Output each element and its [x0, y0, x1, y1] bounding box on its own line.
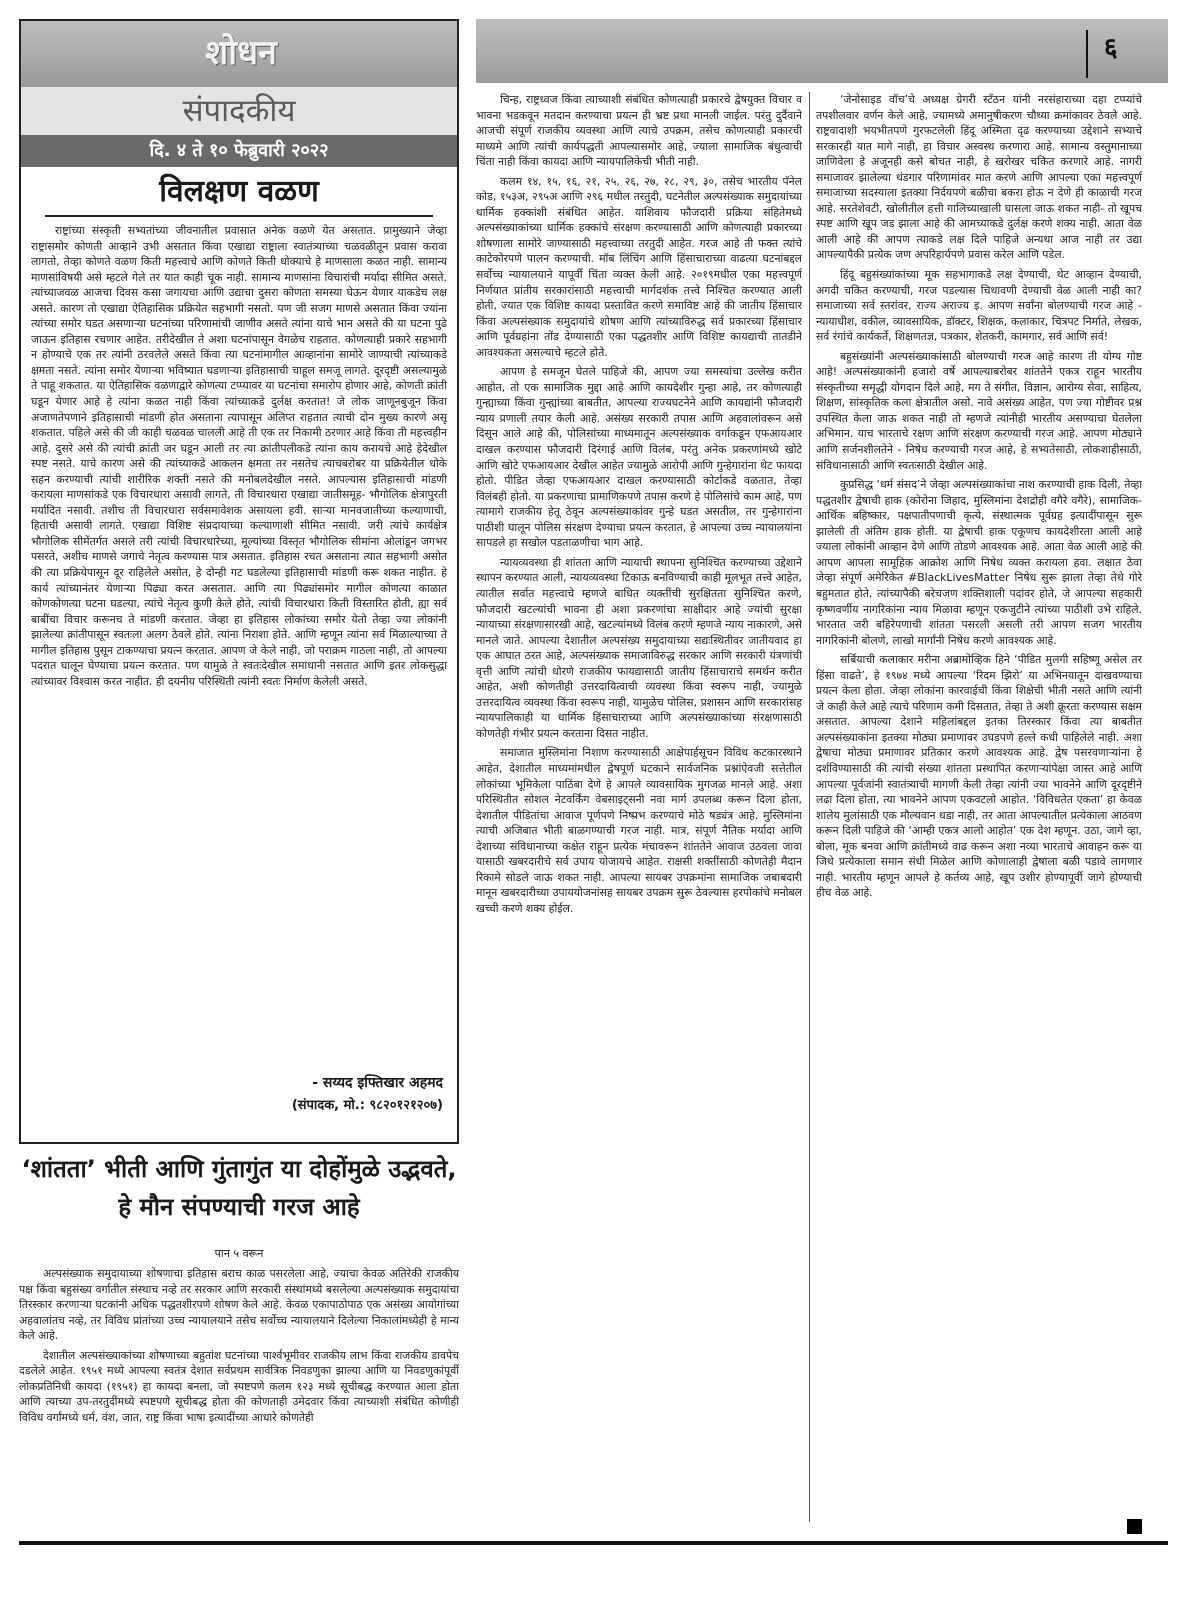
article2-headline-line1: ‘शांतता’ भीती आणि गुंतागुंत या दोहोंमुळे उद्भवते, [21, 1155, 457, 1183]
headline-divider [45, 215, 433, 217]
column-divider [809, 92, 810, 1522]
page-header-bar [476, 19, 1168, 83]
end-of-article-mark [1127, 1519, 1142, 1534]
editorial-headline: विलक्षण वळण [159, 174, 319, 209]
editorial-contact: (संपादक, मो.: ९८२०१२१२०७) [291, 1098, 443, 1113]
paragraph: सर्बियाची कलाकार मरीना अब्रामोव्हिक हिने ‘पीडित मुलगी सहिष्णू असेल तर हिंसा वाढते’, हे १९७४ मध्ये आपल्या ‘रिदम झिरो’ या अभिनयातून दाखवण्याचा प्रयत्न केला होता. जेव्हा लोकांना कारवाईची किंवा शिक्षेची भीती नसते आणि त्यांनी जे काही केले आहे त्याचे परिणाम कमी दिसतात, तेव्हा ते अशी क्रूरता करण्यास सक्षम असतात. आपल्या देशाने महिलांबद्दल इतका तिरस्कार किंवा त्या बाबतीत अल्पसंख्याकांना इतक्या मोठ्या प्रमाणावर उघडपणे हल्ले कधी पाहिलेले नाही. अशा द्वेषाचा मोठ्या प्रमाणावर प्रतिकार करणे आवश्यक आहे. द्वेष पसरवणाऱ्यांना हे दर्शविण्यासाठी की त्यांची संख्या शांतता प्रस्थापित करणाऱ्यांपेक्षा जास्त आहे आणि आपल्या पूर्वजांनी स्वातंत्र्याची मागणी केली तेव्हा त्यांनी ज्या भावनेने आणि दूरदृष्टीने लढा दिला होता, त्या भावनेने आपण एकवटलो आहोत. ‘विविधतेत एकता’ हा केवळ शालेय मुलांसाठी एक मौल्यवान धडा नाही, तर आता आपल्यातील प्रत्येकाला आठवण करून दिली पाहिजे की ‘आम्ही एकत्र आलो आहोत’ एक देश म्हणून. उठा, जागे व्हा, बोला, मूक बनवा आणि क्रांतीमध्ये वाढ करून अशा नव्या भारताचे आवाहन करू या जिथे प्रत्येकाला समान संधी मिळेल आणि कोणालाही द्वेषाला बळी पडावे लागणार नाही. भारतीय म्हणून आपले हे कर्तव्य आहे, खूप उशीर होण्यापूर्वी जागे होण्याची हीच वेळ आहे. [816, 653, 1142, 900]
paragraph: न्यायव्यवस्था ही शांतता आणि न्यायाची स्थापना सुनिश्चित करण्याच्या उद्देशाने स्थापन करण्यात आली, न्यायव्यवस्था टिकाऊ बनविण्याची काही मूलभूत तत्त्वे आहेत, त्यातील सर्वात महत्त्वाचे म्हणजे बाधित व्यक्तींची सुरक्षितता सुनिश्चित करणे, फौजदारी खटल्यांची भावना ही अशा प्रकरणांचा साक्षीदार आहे ज्यांची सुरक्षा न्यायाच्या संरक्षणासारखी आहे, खटल्यांमध्ये विलंब करणे म्हणजे न्याय नाकारणे, असे मानले जाते. आपल्या देशातील अल्पसंख्य समुदायाच्या सद्यःस्थितीवर जातीयवाद हा एक आघात ठरत आहे, अल्पसंख्याक समाजाविरुद्ध सरकार आणि सरकारी यंत्रणांची वृत्ती आणि त्यांची धोरणे राजकीय फायद्यासाठी जातीय हिंसाचाराचे समर्थन करीत आहेत, अशी कोणतीही उत्तरदायित्वाची व्यवस्था किंवा स्वरूप नाही, ज्यामुळे उत्तरदायित्व व्यवस्था किंवा स्वरूप नाही, यामुळेच पोलिस, प्रशासन आणि सरकारांसह न्यायपालिकाही या धार्मिक हिंसाचाराच्या आणि अल्पसंख्याकांच्या संरक्षणासाठी कोणतेही गंभीर प्रयत्न करताना दिसत नाहीत. [476, 555, 802, 740]
editorial-box [19, 19, 459, 1144]
paragraph: अल्पसंख्याक समुदायाच्या शोषणाचा इतिहास बराच काळ पसरलेला आहे, ज्याचा केवळ अतिरेकी राजकीय पक्ष किंवा बहुसंख्य वर्गातील संस्थाच नव्हे तर सरकार आणि सरकारी संस्थांमध्ये बसलेल्या अल्पसंख्याक समुदायांचा तिरस्कार करणाऱ्या घटकांनी अधिक पद्धतशीरपणे शोषण केले आहे. केवळ एकापाठोपाठ एक असंख्य आयोगांच्या अहवालांतच नव्हे, तर विविध प्रांतांच्या उच्च न्यायालयाने तसेच सर्वोच्च न्यायालयाने दिलेल्या निकालांमध्येही हे मान्य केले आहे. [19, 1267, 459, 1343]
page-number: ६ [1104, 33, 1118, 63]
paragraph: समाजात मुस्लिमांना निशाण करण्यासाठी आक्षेपार्हसूचन विविध कटकारस्थाने आहेत, देशातील माध्यमांमधील द्वेषपूर्ण घटकाने सार्वजनिक प्रश्नांऐवजी सत्तेतील लोकांच्या भूमिकेला पाठिंबा देणे हे आपले व्यावसायिक मुगजळ मानले आहे. अशा परिस्थितीत सोशल नेटवर्किंग वेबसाइट्सनी नवा मार्ग उपलब्ध करून दिला होता, देशातील पीडितांचा आवाज पूर्णपणे निष्प्रभ करण्याचे मोठे षड्यंत्र आहे. मुस्लिमांना त्याची अजिबात भीती बाळगण्याची गरज नाही. मात्र, संपूर्ण नैतिक मर्यादा आणि देशाच्या संविधानाच्या कक्षेत राहून प्रत्येक मंचावरून शांततेने आवाज उठवला जावा यासाठी खबरदारीचे सर्व उपाय योजायचे आहेत. राक्षसी शक्तींसाठी कोणतेही मैदान रिकामे सोडले जाऊ शकत नाही. आपल्या सायबर उपक्रमांना सामाजिक जबाबदारी मानून खबरदारीच्या उपाययोजनांसह सायबर उपक्रम सुरू ठेवल्यास हरपोकांचे मनोबल खच्ची करणे शक्य होईल. [476, 746, 802, 915]
paragraph: राष्ट्रांच्या संस्कृती सभ्यतांच्या जीवनातील प्रवासात अनेक वळणे येत असतात. प्रामुख्याने जेव्हा राष्ट्रासमोर कोणती आव्हाने उभी असतात किंवा एखाद्या राष्ट्राला स्वातंत्र्याच्या चळवळीतून प्रवास करावा लागतो, तेव्हा कोणते वळण किती महत्त्वाचे आणि कोणते किती धोक्याचे हे माणसाला कळत नाही. सामान्य माणसांविषयी असे म्हटले गेले तर यात काही चूक नाही. सामान्य माणसांना विचारांची मर्यादा सीमित असते. त्यांच्याजवळ आजचा दिवस कसा जगायचा आणि उद्याचा दुसरा कोणता समस्या घेऊन येणार याकडेच लक्ष असते. कारण तो एखाद्या ऐतिहासिक प्रक्रियेत सहभागी नसतो. पण जी सजग माणसे असतात किंवा ज्यांना त्यांच्या समोर घडत असणाऱ्या घटनांच्या परिणामांची जाणीव असते त्यांना याचे भान असते की या घटना पुढे जाऊन इतिहास रचणार आहेत. तरीदेखील ते अशा घटनांपासून वेगळेच राहतात. कोणत्याही प्रकारे सहभागी न होण्याचे एक तर त्यांनी ठरवलेले असते किंवा त्या घटनांमागील आव्हानांना सामोरे जाण्याची त्यांच्याकडे क्षमता नसते. त्यांना समोर येणाऱ्या भविष्यात घडणाऱ्या इतिहासाची चाहूल समजू लागते. दूरदृष्टी असल्यामुळे ते पाहू शकतात. या ऐतिहासिक वळणाद्वारे कोणत्या टप्प्यावर या घटनांचा समारोप होणार आहे, कोणती क्रांती घडून येणार आहे हे त्यांना कळत नाही किंवा त्यांच्याकडे दुर्लक्ष करतात! जे लोक जाणूनबुजून किंवा अजाणतेपणाने इतिहासाची मांडणी होत असताना त्यापासून अलिप्त राहतात त्याची दोन मुख्य कारणे असू शकतात. पहिले असे की जी काही चळवळ चालली आहे ती एक तर निकामी ठरणार आहे किंवा ती महत्त्वहीन आहे. दुसरे असे की त्यांची क्रांती जर घडून आली तर त्या क्रांतीपलीकडे त्यांना काय करायचे आहे हेदेखील स्पष्ट नसते. याचे कारण असे की त्यांच्याकडे आकलन क्षमता तर नसतेच त्याचबरोबर या प्रक्रियेतील धोके सहन करण्याची त्यांची शारीरिक शक्ती नसते की मनोबलदेखील नसते. आपल्यास इतिहासाची मांडणी करायला माणसांकडे एक विचारधारा असावी लागते, ती विचारधारा एखाद्या जातीसमूह- भौगोलिक क्षेत्रापुरती मर्यादित नसावी. तशीच ती विचारधारा सर्वसमावेशक असायला हवी. साऱ्या मानवजातीच्या कल्याणाची, हिताची असावी लागते. एखाद्या विशिष्ट संप्रदायाच्या कल्याणाशी सीमित नसावी. जरी त्यांचे कार्यक्षेत्र भौगोलिक सीमेंतर्गत असले तरी त्यांची विचारधारेच्या, मूल्यांच्या विस्तृत भौगोलिक सीमांना ओलांडून जगभर पसरते, अशीच माणसे जगाचे नेतृत्व करण्यास पात्र असतात. इतिहास रचत असताना त्यात सहभागी असोत की त्या प्रक्रियेपासून दूर राहिलेले असोत, हे दोन्ही गट घडलेल्या इतिहासाची मांडणी करू शकत नाहीत. हे कार्य त्यांच्यानंतर येणाऱ्या पिढ्या करत असतात. आणि त्या पिढ्यांसमोर मागील कोणत्या काळात कोणकोणत्या घटना घडल्या, त्यांचे नेतृत्व कुणी केले होते, त्यांची विचारधारा किती विस्तारित होती, ह्या सर्व बाबींचा विचार करूनच ते मांडणी करतात. जेव्हा हा इतिहास लोकांच्या समोर येतो तेव्हा ज्या लोकांनी झालेल्या क्रांतीपासून स्वतःला अलग ठेवले होते. त्यांना निराशा होते. आणि म्हणून त्यांना सर्व मिळाल्याच्या ते मागील इतिहास पुसून टाकण्याचा प्रयत्न करतात. आपण जे केले नाही, जो पराक्रम गाठला नाही, तो आपल्या पदरात घालून घेण्याचा प्रयत्न करतात. पण यामुळे ते स्वतःदेखील समाधानी नसतात आणि इतर लोकसुद्धा त्यांच्यावर विश्वास करत नाहीत. ही दयनीय परिस्थिती त्यांनी स्वतः निर्माण केलेली असते. [31, 224, 447, 688]
article2-column-middle [476, 92, 802, 1528]
paragraph: कलम १४, १५, १६, २१, २५, २६, २७, २८, २९, ३०, तसेच भारतीय पॅनेल कोड, १५३अ, २९५अ आणि २९६ मधील तरतुदी, घटनेतील अल्पसंख्याक समुदायांच्या धार्मिक हक्कांशी संबंधित आहेत. याशिवाय फौजदारी प्रक्रिया संहितेमध्ये अल्पसंख्याकांच्या धार्मिक हक्कांचे संरक्षण करण्यासाठी आणि कोणत्याही प्रकारच्या शोषणाला सामोरे जाण्यासाठी महत्त्वाच्या तरतुदी आहेत. गरज आहे ती फक्त त्यांचे काटेकोरपणे पालन करण्याची. मॉब लिंचिंग आणि हिंसाचाराच्या वाढत्या घटनांबद्दल सर्वोच्च न्यायालयाने यापूर्वी चिंता व्यक्त केली आहे. २०१९मधील एका महत्त्वपूर्ण निर्णयात प्रांतीय सरकारांसाठी महत्त्वाची मार्गदर्शक तत्त्वे निश्चित करण्यात आली होती, ज्यात एक विशिष्ट कायदा प्रस्तावित करणे समाविष्ट आहे की जातीय हिंसाचार किंवा अल्पसंख्याक समुदायांचे शोषण आणि त्यांच्याविरुद्ध सर्व प्रकारच्या हिंसाचार आणि पूर्वग्रहांना तोंड देण्यासाठी एका पद्धतशीर आणि विशिष्ट कायद्याची तातडीने आवश्यकता असल्याचे म्हटले होते. [476, 174, 802, 359]
page-header-divider [1086, 30, 1088, 78]
article2-headline-line2: हे मौन संपण्याची गरज आहे [118, 1193, 360, 1221]
paragraph: हिंदू बहुसंख्यांकांच्या मूक सहभागाकडे लक्ष देण्याची, थेट आव्हान देण्याची, अगदी चकित करण्याची, गरज पडल्यास चिथावणी देण्याची वेळ आली नाही का? समाजाच्या सर्व स्तरांवर, राज्य अराज्य इ. आपण सर्वांना बोलण्याची गरज आहे - न्यायाधीश, वकील, व्यावसायिक, डॉक्टर, शिक्षक, कलाकार, चित्रपट निर्माते, लेखक, सर्व रंगांचे कार्यकर्ते, शिक्षणतज्ञ, पत्रकार, शेतकरी, कामगार, सर्व आणि सर्व! [816, 268, 1142, 344]
page-bottom-rule [19, 1541, 1168, 1545]
issue-date: दि. ४ ते १० फेब्रुवारी २०२२ [21, 135, 457, 167]
article2-body [19, 1266, 459, 1538]
paragraph: आपण हे समजून घेतले पाहिजे की, आपण ज्या समस्यांचा उल्लेख करीत आहोत, तो एक सामाजिक मुद्दा आहे आणि कायदेशीर गुन्हा आहे, तर कोणत्याही गुन्ह्याच्या किंवा गुन्ह्यांच्या बाबतीत, आपल्या राज्यघटनेने आणि कायद्यांनी फौजदारी न्याय प्रणाली तयार केली आहे. असंख्य सरकारी तपास आणि अहवालांवरून असे दिसून आले आहे की, पोलिसांच्या माध्यमातून अल्पसंख्याक वर्गाकडून एफआयआर दाखल करण्यास फौजदारी दिरंगाई आणि विलंब, परंतु अनेक प्रकरणांमध्ये खोटे आणि खोटे एफआयआर देखील आहेत ज्यामुळे आरोपी आणि गुन्हेगारांना थेट फायदा होतो. पीडित जेव्हा एफआयआर दाखल करण्यासाठी कोर्टाकडे वळतात, तेव्हा विलंबही होतो. या प्रकरणाचा प्रामाणिकपणे तपास करणे हे पोलिसांचे काम आहे, पण त्यामागे राजकीय हेतू ठेवून अल्पसंख्याकांवर गुन्हे घडत असतील, तर गुन्हेगारांना पाठीशी घालून पोलिस संरक्षण देण्याचा प्रयत्न करतात, हे आपल्या उच्च न्यायालयांना सापडले हा सखोल पडताळणीचा भाग आहे. [476, 365, 802, 550]
editorial-author: - सय्यद इफ्तिखार अहमद [312, 1075, 443, 1091]
paragraph: बहुसंख्यांनी अल्पसंख्याकांसाठी बोलण्याची गरज आहे कारण ती योग्य गोष्ट आहे! अल्पसंख्याकांनी हजारो वर्षे आपल्याबरोबर शांततेने एकत्र राहून भारतीय संस्कृतीच्या समृद्धी योगदान दिले आहे, मग ते संगीत, विज्ञान, आरोग्य सेवा, साहित्य, शिक्षण, सांस्कृतिक कला क्षेत्रातील असो. नावे असंख्य आहेत, पण ज्या गोष्टीवर प्रश्न उपस्थित केला जाऊ शकत नाही तो म्हणजे त्यांनीही भारतीय असण्याचा घेतलेला अभिमान. याच भारताचे रक्षण आणि संरक्षण करण्याची गरज आहे. आपण मोठ्याने आणि सर्जनशीलतेने - निषेध करण्याची गरज आहे, हे सभ्यतेसाठी, लोकशाहीसाठी, संविधानासाठी आणि स्वतःसाठी देखील आहे. [816, 349, 1142, 472]
brand-logo: शोधन [191, 27, 291, 79]
paragraph: चिन्ह, राष्ट्रध्वज किंवा त्याच्याशी संबंधित कोणत्याही प्रकारचे द्वेषयुक्त विचार व भावना भडकवून मतदान करण्याचा प्रयत्न ही भ्रष्ट प्रथा मानली जाईल. परंतु दुर्दैवाने आजची संपूर्ण राजकीय व्यवस्था आणि त्याचे उपक्रम, तसेच कोणत्याही प्रकारची माध्यमे आणि त्यांची कार्यपद्धती आपल्यासमोर आहे, ज्याला सामाजिक बंधुत्वाची चिंता नाही किंवा कायदा आणि न्यायपालिकेची भीती नाही. [476, 93, 802, 169]
paragraph: कुप्रसिद्ध ‘धर्म संसद’ने जेव्हा अल्पसंख्याकांचा नाश करण्याची हाक दिली, तेव्हा पद्धतशीर द्वेषाची हाक (कोरोना जिहाद, मुस्लिमांना देशद्रोही वगैरे वगैरे), सामाजिक-आर्थिक बहिष्कार, पक्षपातीपणाची कृत्ये, संस्थात्मक पूर्वग्रह इत्यादींपासून सुरू झालेली ती अंतिम हाक होती. या द्वेषाची हाक एकूणच कायदेशीरता आली आहे ज्याला लोकांनी आव्हान देणे आणि तोडणे आवश्यक आहे. आता वेळ आली आहे की आपण आपला सामूहिक आक्रोश आणि निषेध व्यक्त करायला हवा. लक्षात ठेवा जेव्हा संपूर्ण अमेरिकेत #BlackLivesMatter निषेध सुरू झाला तेव्हा तेथे गोरे बहुमतात होते, त्यांच्यापैकी बरेचजण शक्तिशाली पदांवर होते, जे आपल्या सहकारी कृष्णवर्णीय नागरिकांना न्याय मिळावा म्हणून एकजुटीने त्यांच्या पाठीशी उभे राहिले. भारतात जरी बहिरेपणाची शांतता पसरली असली तरी आपण सजग भारतीय नागरिकांनी बोलणे, लाखो मार्गांनी निषेध करणे आवश्यक आहे. [816, 478, 1142, 647]
article2-column-right [816, 92, 1142, 1528]
paragraph: ‘जेनोसाइड वॉच’चे अध्यक्ष ग्रेगरी स्टँठन यांनी नरसंहाराच्या दहा टप्प्यांचे तपशीलवार वर्णन केले आहे, ज्यामध्ये अमानुषीकरण चौथ्या क्रमांकावर ठेवले आहे. राष्ट्रवादाशी भयभीतपणे गुरफटलेली हिंदू अस्मिता दृढ करण्याच्या उद्देशाने सभ्याचे सरकारही यात मागे नाही, हा विचार अस्वस्थ करणारा आहे. सामान्य वस्तुमानाच्या जाणिवेला हे अजूनही कसे बोचत नाही, हे खरोखर चकित करणारे आहे. नागरी समाजावर झालेल्या थंडगार परिणामांवर मात करणे आणि आपल्या एका महत्त्वपूर्ण समाजाच्या सदस्याला इतक्या निर्दयपणे बळीचा बकरा होऊ न देणे ही काळाची गरज आहे. सरतेशेवटी, खोलीतील हत्ती गालिच्याखाली घासला जाऊ शकत नाही- तो खूपच स्पष्ट आणि खूप जड झाला आहे की आमच्याकडे दुर्लक्ष करणे शक्य नाही. आता वेळ आली आहे की आपण त्याकडे लक्ष दिले पाहिजे अन्यथा आज नाही तर उद्या आपल्यापैकी प्रत्येक जण अपरिहार्यपणे प्रवास करेल आणि पडेल. [816, 93, 1142, 262]
article2-headline [19, 1150, 459, 1226]
section-title: संपादकीय [21, 87, 457, 135]
continued-from-note: पान ५ वरून [214, 1247, 264, 1260]
paragraph: देशातील अल्पसंख्याकांच्या शोषणाच्या बहुतांश घटनांच्या पार्श्वभूमीवर राजकीय लाभ किंवा राजकीय डावपेच दडलेले आहेत. १९५१ मध्ये आपल्या स्वतंत्र देशात सर्वप्रथम सार्वत्रिक निवडणुका झाल्या आणि या निवडणुकांपूर्वी लोकप्रतिनिधी कायदा (१९५१) हा कायदा बनला, जो स्पष्टपणे कलम १२३ मध्ये सूचीबद्ध करण्यात आला होता आणि त्याच्या उप-तरतुदींमध्ये स्पष्टपणे सूचीबद्ध होता की कोणताही उमेदवार किंवा त्याच्याशी संबंधित कोणीही विविध वर्गांमध्ये धर्म, वंश, जात, राष्ट्र किंवा भाषा इत्यादींच्या आधारे कोणतेही [19, 1348, 459, 1424]
masthead-strip [21, 21, 457, 87]
editorial-body [31, 223, 447, 1063]
